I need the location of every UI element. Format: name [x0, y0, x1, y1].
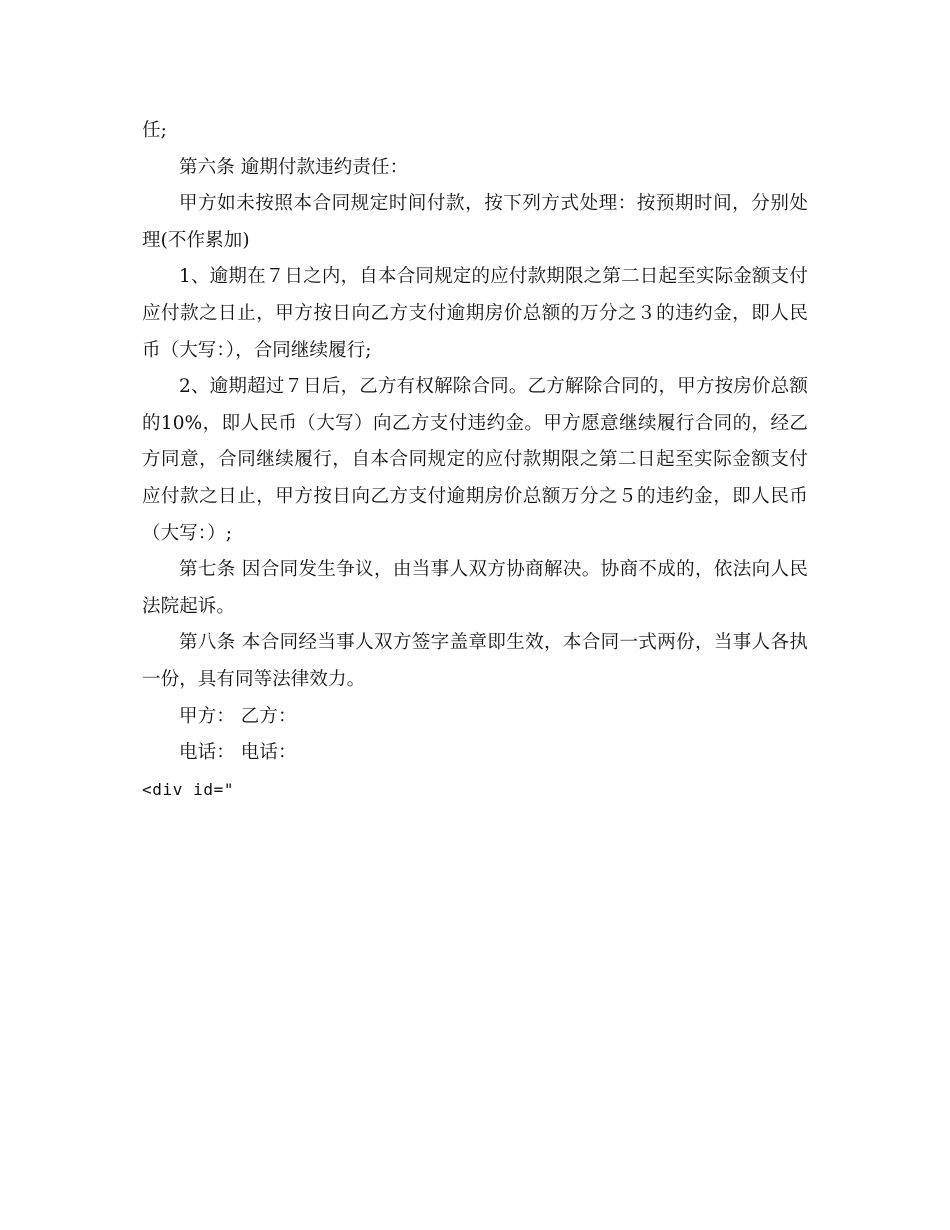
document-body: [142, 113, 808, 808]
paragraph-fragment: 任;: [142, 120, 167, 141]
article-7: 第七条 因合同发生争议，由当事人双方协商解决。协商不成的，依法向人民法院起诉。: [142, 559, 808, 617]
article-6-clause-2: 2、逾期超过７日后，乙方有权解除合同。乙方解除合同的，甲方按房价总额的10%，即人民币（大写）向乙方支付违约金。甲方愿意继续履行合同的，经乙方同意，合同继续履行，自本合同规定的应付款期限之第二日起至实际金额支付应付款之日止，甲方按日向乙方支付逾期房价总额万分之５的违约金，即人民币（大写：）;: [142, 376, 808, 544]
article-8: 第八条 本合同经当事人双方签字盖章即生效，本合同一式两份，当事人各执一份，具有同等法律效力。: [142, 632, 808, 690]
party-signature-line: 甲方： 乙方：: [179, 705, 297, 727]
trailing-code-fragment: <div id=": [142, 779, 235, 799]
party-phone-line: 电话： 电话：: [179, 742, 297, 764]
article-6-clause-1: 1、逾期在７日之内，自本合同规定的应付款期限之第二日起至实际金额支付应付款之日止，甲方按日向乙方支付逾期房价总额的万分之３的违约金，即人民币（大写：），合同继续履行;: [142, 266, 808, 361]
article-6-heading: 第六条 逾期付款违约责任：: [179, 156, 409, 178]
article-6-intro: 甲方如未按照本合同规定时间付款，按下列方式处理：按预期时间，分别处理(不作累加): [142, 193, 808, 251]
